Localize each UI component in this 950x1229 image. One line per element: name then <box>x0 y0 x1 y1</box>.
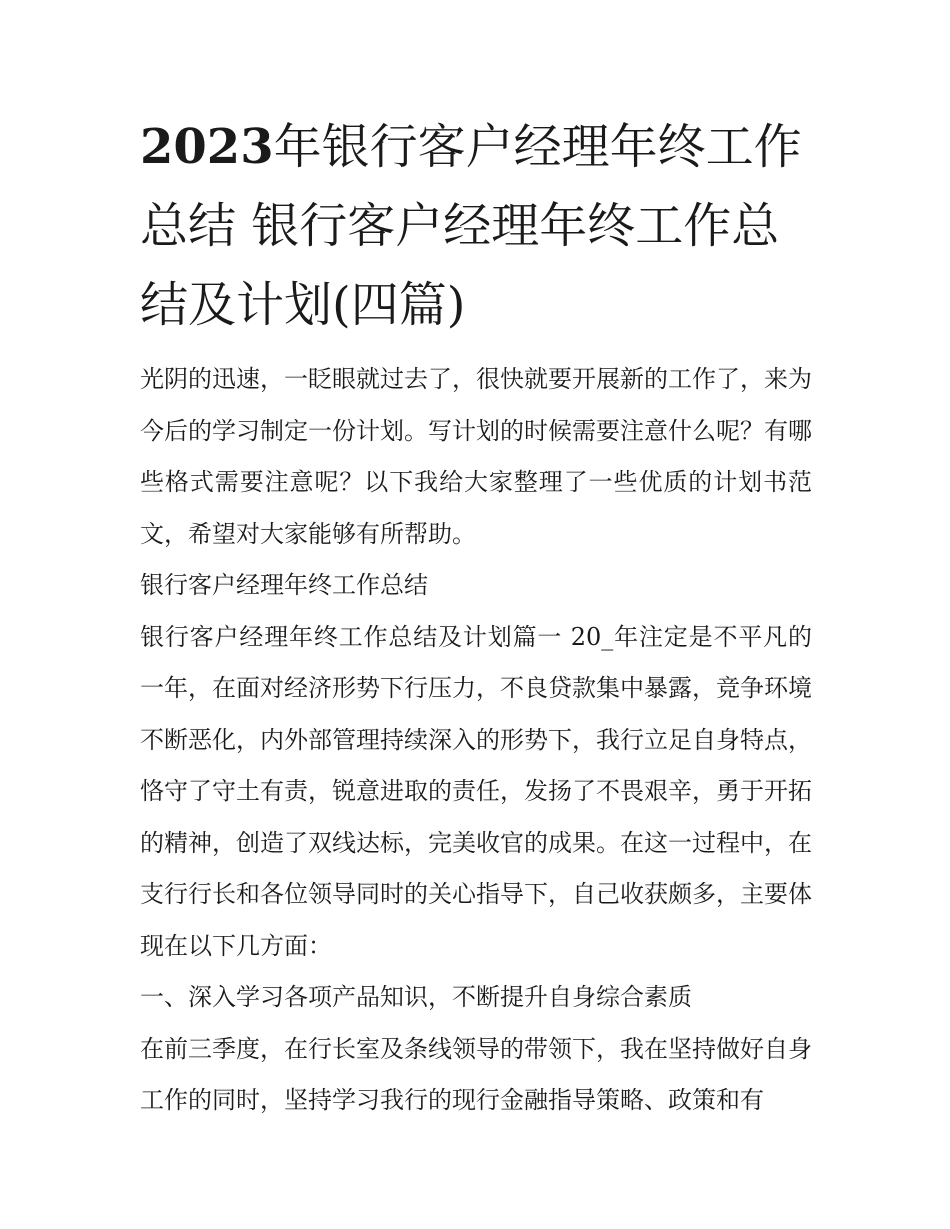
document-title <box>140 108 812 345</box>
body-paragraph-2: 在前三季度，在行长室及条线领导的带领下，我在坚持做好自身工作的同时，坚持学习我行的现行金融指导策略、政策和有 <box>140 1034 812 1114</box>
section-heading: 银行客户经理年终工作总结 <box>140 571 428 599</box>
document-page <box>140 108 812 1127</box>
intro-paragraph: 光阴的迅速，一眨眼就过去了，很快就要开展新的工作了，来为今后的学习制定一份计划。写计划的时候需要注意什么呢？有哪些格式需要注意呢？以下我给大家整理了一些优质的计划书范文，希望对大家能够有所帮助。 <box>140 365 812 548</box>
subheading-1: 一、深入学习各项产品知识，不断提升自身综合素质 <box>140 983 692 1011</box>
title-text: 年银行客户经理年终工作总结 银行客户经理年终工作总结及计划(四篇) <box>140 119 802 333</box>
body-paragraph-1: 银行客户经理年终工作总结及计划篇一 20_年注定是不平凡的一年，在面对经济形势下行压力，不良贷款集中暴露，竞争环境不断恶化，内外部管理持续深入的形势下，我行立足自身特点，恪守了守土有责，锐意进取的责任，发扬了不畏艰辛，勇于开拓的精神，创造了双线达标，完美收官的成果。在这一过程中，在支行行长和各位领导同时的关心指导下，自己收获颇多，主要体现在以下几方面： <box>140 622 812 960</box>
title-year: 2023 <box>140 119 274 175</box>
